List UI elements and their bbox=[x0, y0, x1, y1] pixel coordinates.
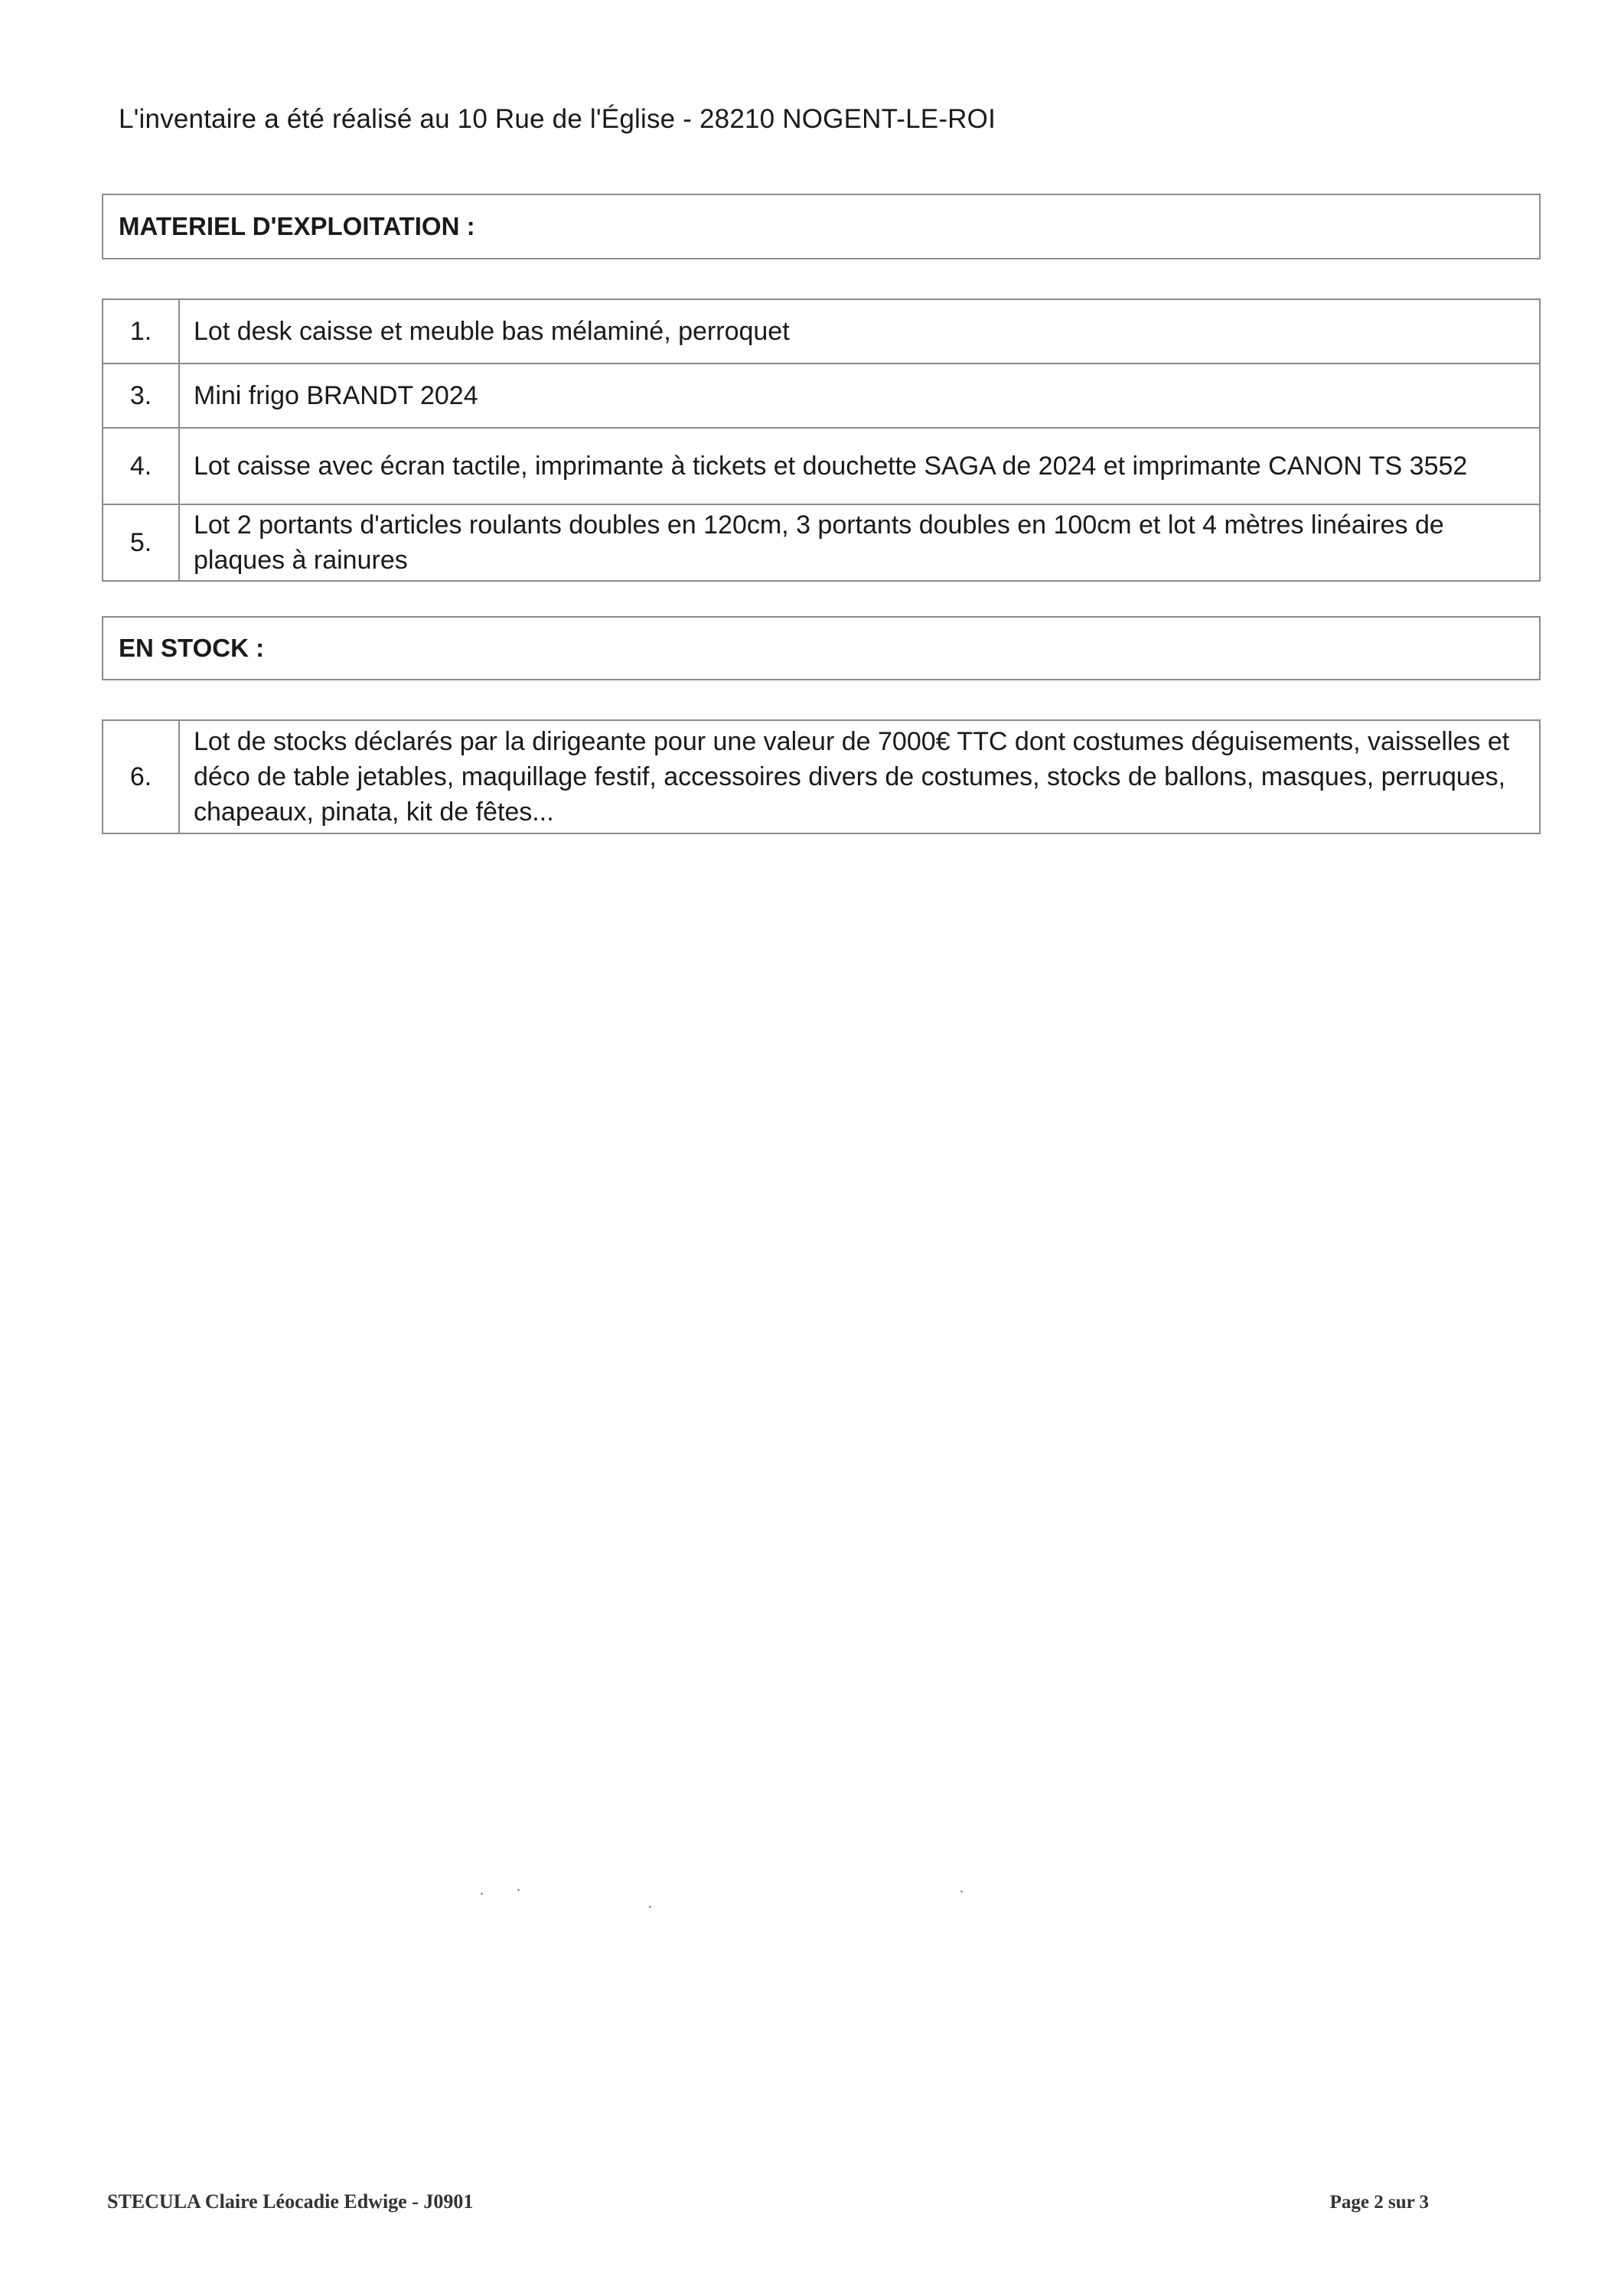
item-description: Lot desk caisse et meuble bas mélaminé, perroquet bbox=[179, 299, 1540, 364]
footer-page-number: Page 2 sur 3 bbox=[1329, 2192, 1429, 2213]
stock-table bbox=[102, 719, 1541, 834]
section-header-materiel bbox=[102, 194, 1541, 259]
section-title-stock: EN STOCK : bbox=[119, 634, 265, 662]
table-row bbox=[103, 504, 1540, 581]
table-row bbox=[103, 720, 1540, 833]
table-row bbox=[103, 428, 1540, 504]
section-header-stock bbox=[102, 616, 1541, 680]
item-description: Lot 2 portants d'articles roulants doubles en 120cm, 3 portants doubles en 100cm et lot 4 mètres linéaires de plaques à rainures bbox=[179, 504, 1540, 581]
item-number: 6. bbox=[103, 720, 179, 833]
item-number: 5. bbox=[103, 504, 179, 581]
table-row bbox=[103, 299, 1540, 364]
item-number: 1. bbox=[103, 299, 179, 364]
item-description: Lot caisse avec écran tactile, imprimante à tickets et douchette SAGA de 2024 et imprimante CANON TS 3552 bbox=[179, 428, 1540, 504]
materiel-table bbox=[102, 298, 1541, 582]
table-row bbox=[103, 364, 1540, 428]
footer-author: STECULA Claire Léocadie Edwige - J0901 bbox=[107, 2190, 474, 2213]
inventory-location-text: L'inventaire a été réalisé au 10 Rue de l'Église - 28210 NOGENT-LE-ROI bbox=[119, 104, 996, 134]
item-number: 4. bbox=[103, 428, 179, 504]
item-description: Mini frigo BRANDT 2024 bbox=[179, 364, 1540, 428]
item-description: Lot de stocks déclarés par la dirigeante pour une valeur de 7000€ TTC dont costumes déguisements, vaisselles et déco de table jetables, maquillage festif, accessoires divers de costumes, stocks de ballons, masques, perruques, chapeaux, pinata, kit de fêtes... bbox=[179, 720, 1540, 833]
section-title-materiel: MATERIEL D'EXPLOITATION : bbox=[119, 212, 475, 240]
item-number: 3. bbox=[103, 364, 179, 428]
